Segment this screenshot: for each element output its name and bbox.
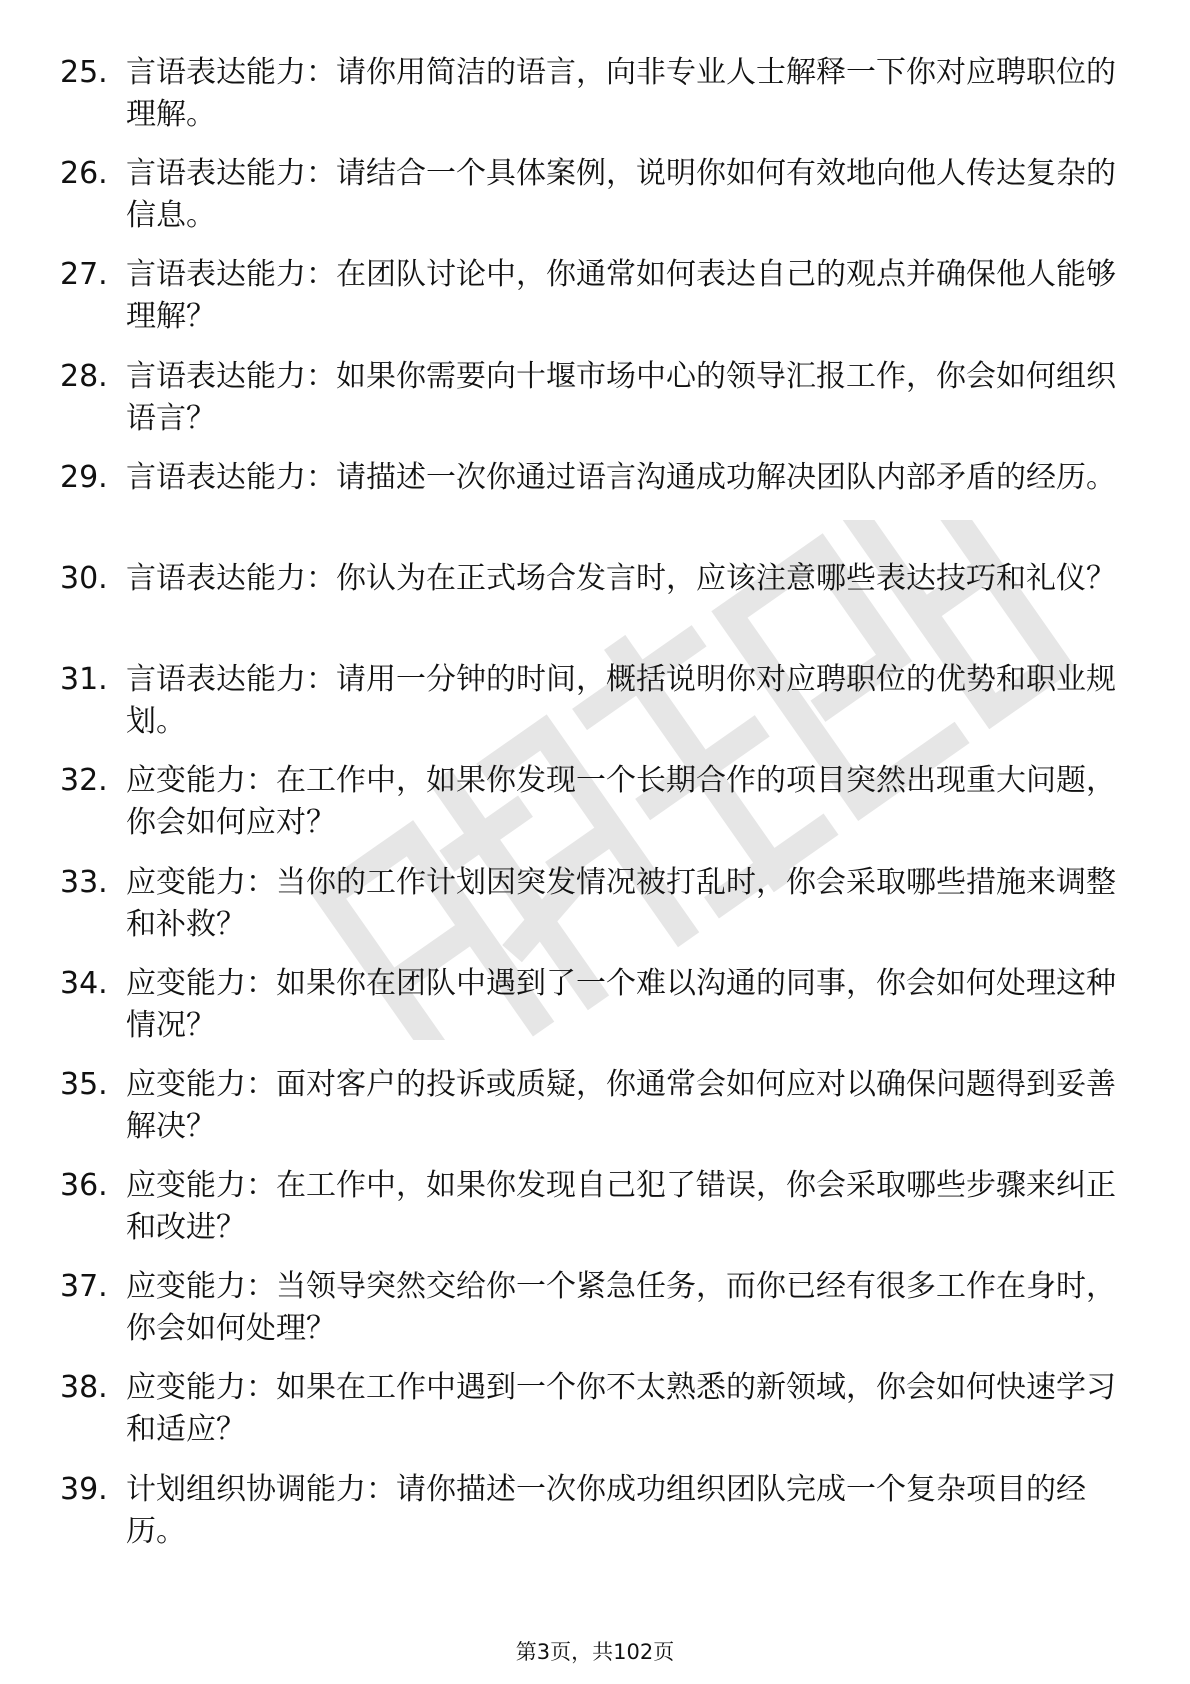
question-item xyxy=(60,1367,1120,1468)
question-text: 言语表达能力：请结合一个具体案例，说明你如何有效地向他人传达复杂的信息。 xyxy=(126,156,1116,234)
question-item xyxy=(60,1266,1120,1367)
question-text: 应变能力：面对客户的投诉或质疑，你通常会如何应对以确保问题得到妥善解决？ xyxy=(126,1066,1116,1144)
question-item xyxy=(60,862,1120,963)
question-number: 35. xyxy=(60,1066,108,1102)
question-number: 39. xyxy=(60,1471,108,1507)
question-number: 28. xyxy=(60,358,108,394)
question-text: 应变能力：当你的工作计划因突发情况被打乱时，你会采取哪些措施来调整和补救？ xyxy=(126,864,1116,942)
question-number: 26. xyxy=(60,156,108,192)
question-text: 应变能力：如果在工作中遇到一个你不太熟悉的新领域，你会如何快速学习和适应？ xyxy=(126,1370,1116,1448)
question-item xyxy=(60,963,1120,1064)
question-item xyxy=(60,659,1120,760)
question-text: 言语表达能力：你认为在正式场合发言时，应该注意哪些表达技巧和礼仪？ xyxy=(126,560,1116,596)
question-text: 言语表达能力：请描述一次你通过语言沟通成功解决团队内部矛盾的经历。 xyxy=(126,459,1116,495)
question-text: 言语表达能力：请用一分钟的时间，概括说明你对应聘职位的优势和职业规划。 xyxy=(126,662,1116,740)
question-number: 34. xyxy=(60,965,108,1001)
question-number: 32. xyxy=(60,763,108,799)
page-footer xyxy=(0,1638,1190,1666)
question-item xyxy=(60,760,1120,861)
question-text: 应变能力：在工作中，如果你发现一个长期合作的项目突然出现重大问题，你会如何应对？ xyxy=(126,763,1116,841)
question-item xyxy=(60,1165,1120,1266)
question-text: 应变能力：如果你在团队中遇到了一个难以沟通的同事，你会如何处理这种情况？ xyxy=(126,965,1116,1043)
question-text: 言语表达能力：在团队讨论中，你通常如何表达自己的观点并确保他人能够理解？ xyxy=(126,257,1116,335)
question-number: 38. xyxy=(60,1370,108,1406)
question-item xyxy=(60,254,1120,355)
question-item xyxy=(60,153,1120,254)
question-number: 25. xyxy=(60,55,108,90)
question-item xyxy=(60,52,1120,153)
question-item xyxy=(60,1469,1120,1570)
question-item xyxy=(60,356,1120,457)
question-text: 应变能力：当领导突然交给你一个紧急任务，而你已经有很多工作在身时，你会如何处理？ xyxy=(126,1269,1116,1347)
question-text: 应变能力：在工作中，如果你发现自己犯了错误，你会采取哪些步骤来纠正和改进？ xyxy=(126,1168,1116,1246)
question-number: 31. xyxy=(60,662,108,698)
page-number-label: 第3页，共102页 xyxy=(515,1640,675,1664)
question-item xyxy=(60,558,1120,659)
question-text: 计划组织协调能力：请你描述一次你成功组织团队完成一个复杂项目的经历。 xyxy=(126,1471,1086,1549)
question-number: 29. xyxy=(60,459,108,495)
question-number: 37. xyxy=(60,1269,108,1305)
question-number: 27. xyxy=(60,257,108,293)
question-text: 言语表达能力：请你用简洁的语言，向非专业人士解释一下你对应聘职位的理解。 xyxy=(126,55,1116,132)
question-number: 33. xyxy=(60,864,108,900)
question-item xyxy=(60,1064,1120,1165)
question-text: 言语表达能力：如果你需要向十堰市场中心的领导汇报工作，你会如何组织语言？ xyxy=(126,358,1116,436)
question-number: 30. xyxy=(60,560,108,596)
question-item xyxy=(60,457,1120,558)
question-list xyxy=(60,52,1120,1570)
question-number: 36. xyxy=(60,1168,108,1204)
